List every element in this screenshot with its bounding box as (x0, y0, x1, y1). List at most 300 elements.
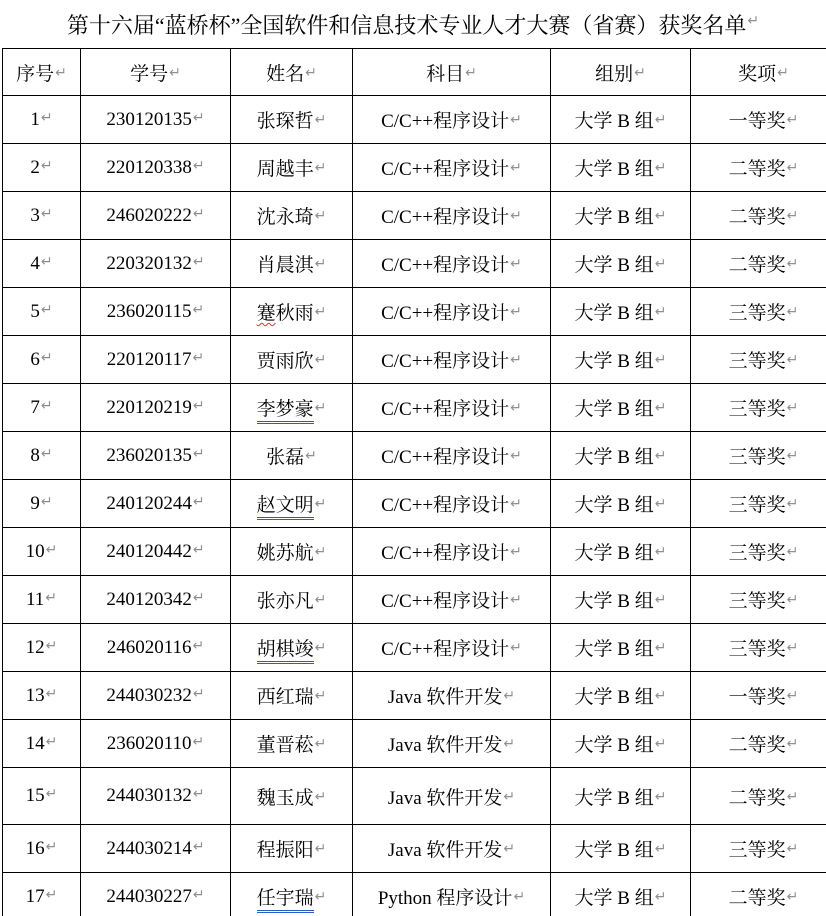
cell-text: 二等奖 (728, 787, 786, 809)
cell-text: 三等奖 (728, 639, 786, 660)
student-name-text: 蹇秋雨 (256, 303, 314, 324)
cell-student-id (81, 336, 231, 384)
cell-text: 5 (30, 300, 40, 322)
student-name-text: 周越丰 (256, 159, 314, 180)
cell-text: 三等奖 (728, 399, 786, 420)
student-name-text: 西红瑞 (256, 687, 314, 708)
cell-text: 一等奖 (728, 687, 786, 708)
paragraph-mark: ↵ (510, 400, 522, 416)
cell-text: C/C++程序设计 (381, 495, 510, 516)
cell-award (691, 240, 826, 288)
paragraph-mark: ↵ (40, 445, 53, 462)
student-name-text: 胡棋竣 (257, 639, 314, 664)
cell-group (551, 336, 691, 384)
cell-text: C/C++程序设计 (381, 399, 510, 420)
paragraph-mark: ↵ (510, 496, 522, 512)
cell-award (691, 96, 826, 144)
table-row (3, 480, 826, 528)
paragraph-mark: ↵ (510, 544, 522, 560)
cell-text: 244030227 (106, 885, 192, 907)
cell-subject (353, 240, 551, 288)
cell-text: 三等奖 (728, 303, 786, 324)
paragraph-mark: ↵ (786, 352, 799, 368)
cell-subject (353, 288, 551, 336)
cell-subject (353, 624, 551, 672)
cell-name (231, 480, 353, 528)
cell-award (691, 720, 826, 768)
table-row (3, 768, 826, 825)
paragraph-mark: ↵ (510, 256, 522, 272)
cell-text: 大学 B 组 (574, 495, 654, 516)
cell-text: 16 (25, 837, 45, 859)
student-name-text: 贾雨欣 (256, 351, 314, 372)
cell-no (3, 825, 81, 873)
cell-no (3, 720, 81, 768)
cell-text: 三等奖 (728, 840, 786, 861)
cell-group (551, 192, 691, 240)
paragraph-mark: ↵ (510, 112, 522, 128)
cell-award (691, 192, 826, 240)
cell-group (551, 768, 691, 825)
cell-text: 3 (30, 204, 40, 226)
paragraph-mark: ↵ (314, 544, 327, 560)
cell-text: Java 软件开发 (387, 787, 503, 809)
cell-text: 大学 B 组 (574, 543, 654, 564)
paragraph-mark: ↵ (786, 688, 799, 704)
cell-student-id (81, 825, 231, 873)
paragraph-mark: ↵ (314, 160, 327, 176)
paragraph-mark: ↵ (654, 112, 667, 128)
cell-name (231, 192, 353, 240)
paragraph-mark: ↵ (777, 64, 789, 81)
cell-name (231, 336, 353, 384)
paragraph-mark: ↵ (654, 448, 667, 464)
cell-text: 246020222 (106, 204, 192, 226)
cell-text: C/C++程序设计 (381, 255, 510, 276)
paragraph-mark: ↵ (510, 352, 522, 368)
paragraph-mark: ↵ (654, 592, 667, 608)
student-name-text: 魏玉成 (256, 787, 314, 809)
paragraph-mark: ↵ (45, 786, 58, 802)
paragraph-mark: ↵ (314, 640, 327, 656)
paragraph-mark: ↵ (192, 541, 205, 558)
cell-subject (353, 825, 551, 873)
paragraph-mark: ↵ (314, 688, 327, 704)
cell-student-id (81, 720, 231, 768)
cell-group (551, 384, 691, 432)
cell-text: 240120244 (106, 492, 192, 514)
cell-no (3, 624, 81, 672)
paragraph-mark: ↵ (510, 160, 522, 176)
cell-text: 17 (25, 885, 45, 907)
cell-award (691, 624, 826, 672)
cell-subject (353, 672, 551, 720)
cell-text: C/C++程序设计 (381, 639, 510, 660)
cell-text: C/C++程序设计 (381, 111, 510, 132)
cell-student-id (81, 480, 231, 528)
cell-name (231, 288, 353, 336)
paragraph-mark: ↵ (192, 685, 205, 702)
cell-subject (353, 432, 551, 480)
table-row (3, 576, 826, 624)
cell-text: 大学 B 组 (574, 888, 654, 909)
column-header-name: 姓名↵ (231, 49, 353, 96)
cell-no (3, 96, 81, 144)
cell-name (231, 825, 353, 873)
cell-text: 大学 B 组 (574, 111, 654, 132)
table-row (3, 192, 826, 240)
cell-text: 230120135 (106, 108, 192, 130)
cell-student-id (81, 384, 231, 432)
cell-group (551, 825, 691, 873)
paragraph-mark: ↵ (654, 736, 667, 752)
cell-student-id (81, 144, 231, 192)
cell-text: 240120342 (106, 588, 192, 610)
paragraph-mark: ↵ (786, 496, 799, 512)
cell-text: 4 (30, 252, 40, 274)
paragraph-mark: ↵ (45, 541, 58, 558)
paragraph-mark: ↵ (786, 256, 799, 272)
spellcheck-marked-char: 蹇 (256, 303, 276, 324)
column-header-no: 序号↵ (3, 49, 81, 96)
paragraph-mark: ↵ (654, 788, 667, 805)
cell-group (551, 873, 691, 916)
paragraph-mark: ↵ (314, 400, 327, 416)
paragraph-mark: ↵ (314, 736, 327, 752)
table-header-row (3, 49, 826, 96)
paragraph-mark: ↵ (192, 637, 205, 654)
cell-group (551, 672, 691, 720)
student-name-text: 张磊 (266, 447, 305, 468)
cell-group (551, 720, 691, 768)
paragraph-mark: ↵ (305, 64, 317, 81)
paragraph-mark: ↵ (465, 64, 477, 81)
cell-student-id (81, 192, 231, 240)
cell-group (551, 480, 691, 528)
cell-student-id (81, 672, 231, 720)
paragraph-mark: ↵ (314, 112, 327, 128)
cell-group (551, 432, 691, 480)
table-row (3, 288, 826, 336)
table-row (3, 672, 826, 720)
paragraph-mark: ↵ (654, 640, 667, 656)
cell-name (231, 720, 353, 768)
cell-text: 244030132 (106, 785, 192, 806)
cell-no (3, 288, 81, 336)
cell-subject (353, 873, 551, 916)
cell-name (231, 576, 353, 624)
paragraph-mark: ↵ (192, 445, 205, 462)
table-row (3, 432, 826, 480)
cell-text: 二等奖 (728, 159, 786, 180)
cell-no (3, 480, 81, 528)
paragraph-mark: ↵ (192, 589, 205, 606)
cell-student-id (81, 96, 231, 144)
paragraph-mark: ↵ (786, 736, 799, 752)
student-name-text: 董晋菘 (256, 735, 314, 756)
cell-no (3, 432, 81, 480)
paragraph-mark: ↵ (786, 448, 799, 464)
cell-student-id (81, 873, 231, 916)
cell-no (3, 768, 81, 825)
paragraph-mark: ↵ (786, 112, 799, 128)
cell-group (551, 240, 691, 288)
cell-subject (353, 576, 551, 624)
cell-group (551, 528, 691, 576)
page-title: 第十六届“蓝桥杯”全国软件和信息技术专业人才大赛（省赛）获奖名单 (66, 12, 747, 38)
cell-student-id (81, 240, 231, 288)
paragraph-mark: ↵ (654, 304, 667, 320)
cell-text: 8 (30, 444, 40, 466)
paragraph-mark: ↵ (40, 349, 53, 366)
cell-no (3, 192, 81, 240)
paragraph-mark: ↵ (513, 889, 526, 905)
table-row (3, 336, 826, 384)
paragraph-mark: ↵ (192, 733, 205, 750)
student-name-text: 张亦凡 (256, 591, 314, 612)
cell-name (231, 384, 353, 432)
cell-text: 大学 B 组 (574, 303, 654, 324)
cell-name (231, 144, 353, 192)
cell-text: 220120117 (106, 348, 192, 370)
cell-text: 大学 B 组 (574, 787, 654, 809)
paragraph-mark: ↵ (192, 301, 205, 318)
cell-text: 9 (30, 492, 40, 514)
paragraph-mark: ↵ (314, 841, 327, 857)
paragraph-mark: ↵ (654, 160, 667, 176)
cell-text: 1 (30, 108, 40, 130)
paragraph-mark: ↵ (510, 208, 522, 224)
table-row (3, 720, 826, 768)
column-header-group: 组别↵ (551, 49, 691, 96)
column-header-award: 奖项↵ (691, 49, 826, 96)
paragraph-mark: ↵ (314, 496, 327, 512)
cell-text: 大学 B 组 (574, 351, 654, 372)
paragraph-mark: ↵ (786, 160, 799, 176)
table-row (3, 144, 826, 192)
paragraph-mark: ↵ (654, 352, 667, 368)
cell-no (3, 336, 81, 384)
student-name-text: 任宇瑞 (257, 888, 314, 913)
cell-text: 10 (25, 540, 45, 562)
paragraph-mark: ↵ (40, 253, 53, 270)
paragraph-mark: ↵ (503, 736, 516, 752)
cell-text: C/C++程序设计 (381, 543, 510, 564)
cell-text: Python 程序设计 (377, 888, 513, 909)
cell-text: C/C++程序设计 (381, 159, 510, 180)
paragraph-mark: ↵ (654, 544, 667, 560)
paragraph-mark: ↵ (40, 109, 53, 126)
cell-text: 大学 B 组 (574, 207, 654, 228)
paragraph-mark: ↵ (40, 157, 53, 174)
cell-text: 220320132 (106, 252, 192, 274)
cell-text: 大学 B 组 (574, 255, 654, 276)
cell-award (691, 528, 826, 576)
cell-name (231, 528, 353, 576)
cell-text: 二等奖 (728, 255, 786, 276)
cell-award (691, 672, 826, 720)
cell-student-id (81, 432, 231, 480)
column-header-student-id: 学号↵ (81, 49, 231, 96)
cell-text: C/C++程序设计 (381, 591, 510, 612)
paragraph-mark: ↵ (510, 304, 522, 320)
cell-subject (353, 720, 551, 768)
cell-text: 三等奖 (728, 447, 786, 468)
table-row (3, 624, 826, 672)
cell-name (231, 873, 353, 916)
paragraph-mark: ↵ (634, 64, 646, 81)
table-row (3, 240, 826, 288)
cell-name (231, 672, 353, 720)
student-name-text: 李梦豪 (257, 399, 314, 424)
paragraph-mark: ↵ (40, 301, 53, 318)
paragraph-mark: ↵ (747, 13, 760, 29)
paragraph-mark: ↵ (192, 349, 205, 366)
paragraph-mark: ↵ (786, 640, 799, 656)
document-title-row (0, 0, 826, 48)
cell-no (3, 576, 81, 624)
paragraph-mark: ↵ (192, 109, 205, 126)
cell-text: 15 (25, 785, 45, 806)
cell-text: 220120338 (106, 156, 192, 178)
paragraph-mark: ↵ (45, 886, 58, 903)
cell-text: 11 (25, 588, 45, 610)
paragraph-mark: ↵ (314, 889, 327, 905)
paragraph-mark: ↵ (786, 304, 799, 320)
paragraph-mark: ↵ (192, 157, 205, 174)
cell-award (691, 384, 826, 432)
table-row (3, 96, 826, 144)
paragraph-mark: ↵ (55, 64, 67, 81)
paragraph-mark: ↵ (654, 841, 667, 857)
cell-group (551, 576, 691, 624)
cell-text: 二等奖 (728, 888, 786, 909)
cell-subject (353, 384, 551, 432)
award-table (2, 48, 826, 916)
cell-text: 大学 B 组 (574, 447, 654, 468)
paragraph-mark: ↵ (40, 397, 53, 414)
cell-text: 大学 B 组 (574, 591, 654, 612)
cell-subject (353, 528, 551, 576)
paragraph-mark: ↵ (510, 592, 522, 608)
cell-award (691, 768, 826, 825)
cell-text: 大学 B 组 (574, 735, 654, 756)
paragraph-mark: ↵ (192, 205, 205, 222)
cell-no (3, 240, 81, 288)
cell-group (551, 96, 691, 144)
cell-student-id (81, 624, 231, 672)
cell-text: C/C++程序设计 (381, 351, 510, 372)
paragraph-mark: ↵ (305, 448, 317, 464)
cell-subject (353, 336, 551, 384)
cell-text: 246020116 (106, 636, 192, 658)
cell-text: Java 软件开发 (387, 687, 503, 708)
cell-text: 三等奖 (728, 591, 786, 612)
paragraph-mark: ↵ (192, 786, 205, 802)
cell-award (691, 480, 826, 528)
cell-text: 大学 B 组 (574, 639, 654, 660)
paragraph-mark: ↵ (786, 400, 799, 416)
cell-text: 236020115 (106, 300, 192, 322)
cell-text: 一等奖 (728, 111, 786, 132)
cell-no (3, 144, 81, 192)
table-row (3, 528, 826, 576)
cell-text: 三等奖 (728, 495, 786, 516)
cell-text: 13 (25, 684, 45, 706)
paragraph-mark: ↵ (169, 64, 181, 81)
student-name-text: 肖晨淇 (256, 255, 314, 276)
cell-text: 220120219 (106, 396, 192, 418)
cell-award (691, 576, 826, 624)
cell-text: 三等奖 (728, 351, 786, 372)
cell-group (551, 144, 691, 192)
cell-award (691, 144, 826, 192)
paragraph-mark: ↵ (786, 208, 799, 224)
student-name-text: 姚苏航 (256, 543, 314, 564)
cell-text: 240120442 (106, 540, 192, 562)
student-name-text: 沈永琦 (256, 207, 314, 228)
cell-student-id (81, 768, 231, 825)
paragraph-mark: ↵ (192, 838, 205, 855)
paragraph-mark: ↵ (654, 208, 667, 224)
cell-text: 大学 B 组 (574, 399, 654, 420)
paragraph-mark: ↵ (40, 205, 53, 222)
cell-text: 12 (25, 636, 45, 658)
cell-subject (353, 480, 551, 528)
column-header-subject: 科目↵ (353, 49, 551, 96)
cell-text: C/C++程序设计 (381, 303, 510, 324)
cell-no (3, 672, 81, 720)
cell-text: C/C++程序设计 (381, 447, 510, 468)
table-row (3, 825, 826, 873)
paragraph-mark: ↵ (510, 448, 522, 464)
paragraph-mark: ↵ (654, 688, 667, 704)
paragraph-mark: ↵ (192, 397, 205, 414)
paragraph-mark: ↵ (45, 838, 58, 855)
cell-no (3, 384, 81, 432)
cell-text: 2 (30, 156, 40, 178)
paragraph-mark: ↵ (45, 733, 58, 750)
paragraph-mark: ↵ (654, 889, 667, 905)
cell-text: 二等奖 (728, 735, 786, 756)
cell-name (231, 624, 353, 672)
cell-text: 244030232 (106, 684, 192, 706)
cell-no (3, 873, 81, 916)
paragraph-mark: ↵ (314, 256, 327, 272)
cell-group (551, 288, 691, 336)
paragraph-mark: ↵ (314, 592, 327, 608)
paragraph-mark: ↵ (45, 637, 58, 654)
cell-student-id (81, 528, 231, 576)
cell-award (691, 432, 826, 480)
paragraph-mark: ↵ (45, 589, 58, 606)
table-row (3, 873, 826, 916)
cell-text: 大学 B 组 (574, 159, 654, 180)
paragraph-mark: ↵ (314, 208, 327, 224)
paragraph-mark: ↵ (314, 304, 327, 320)
cell-text: 二等奖 (728, 207, 786, 228)
paragraph-mark: ↵ (503, 688, 516, 704)
cell-text: Java 软件开发 (387, 735, 503, 756)
cell-award (691, 825, 826, 873)
cell-student-id (81, 288, 231, 336)
cell-student-id (81, 576, 231, 624)
paragraph-mark: ↵ (786, 889, 799, 905)
cell-text: 236020135 (106, 444, 192, 466)
paragraph-mark: ↵ (786, 788, 799, 805)
cell-subject (353, 144, 551, 192)
student-name-text: 张琛哲 (256, 111, 314, 132)
